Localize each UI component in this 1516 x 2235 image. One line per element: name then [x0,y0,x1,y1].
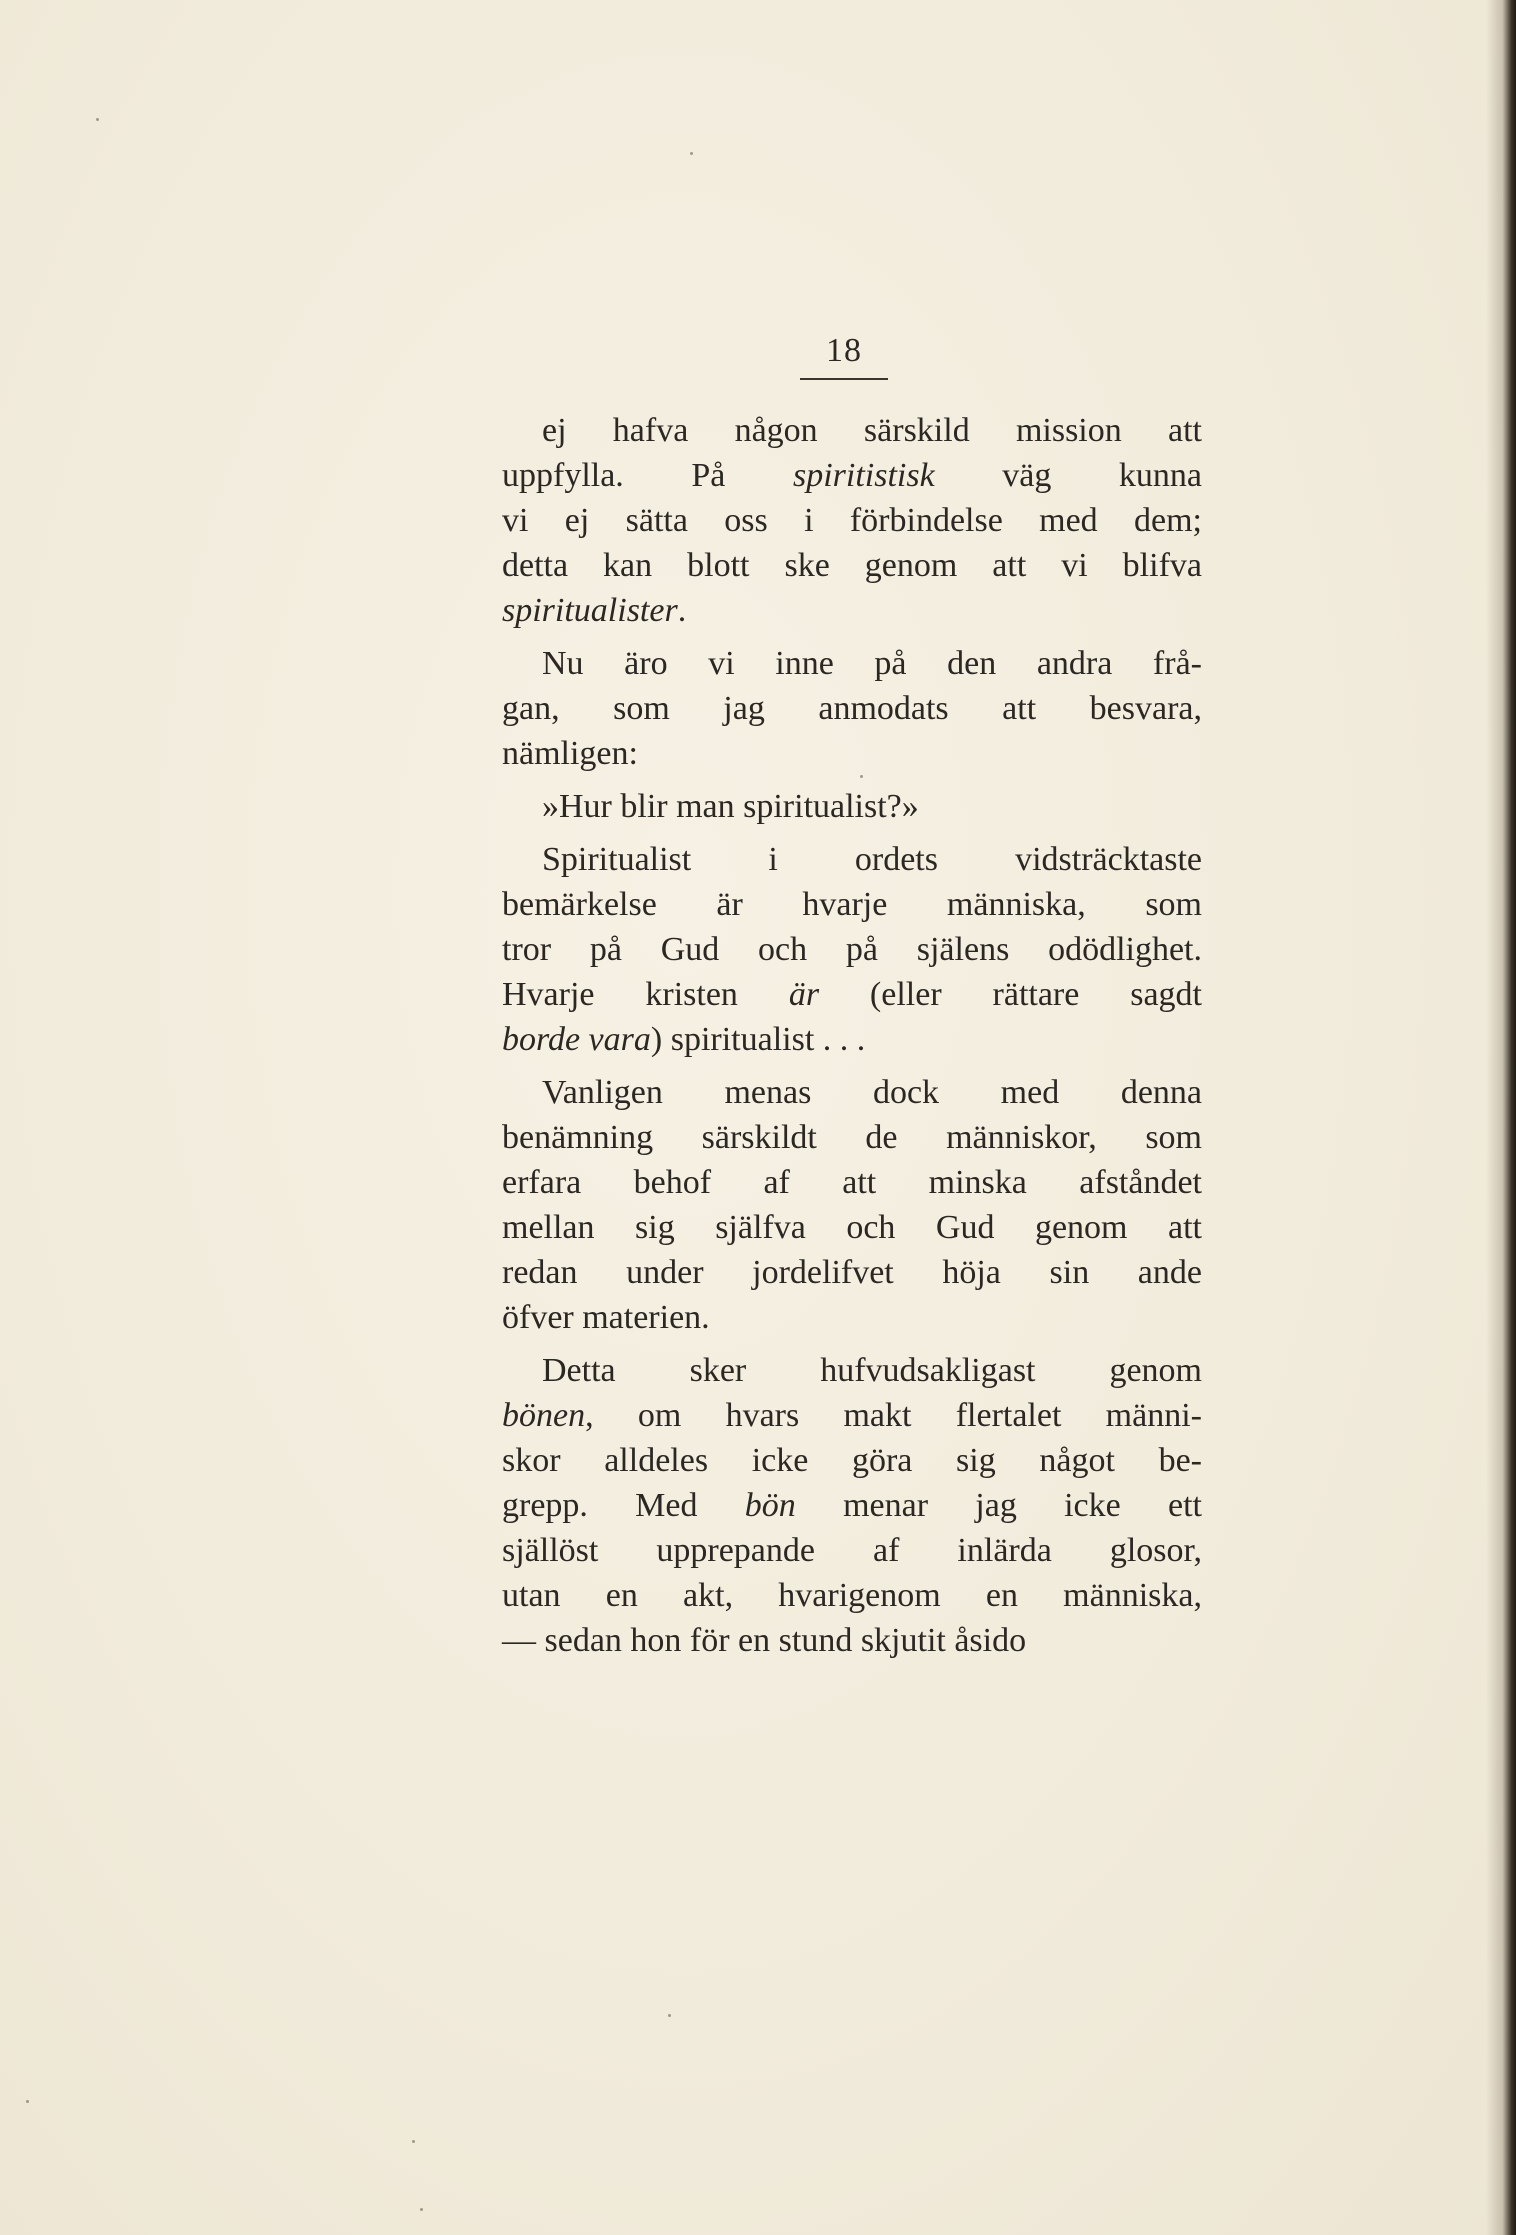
paragraph [502,408,1202,633]
text-run: Nu äro vi inne på den andra frå- [542,645,1202,682]
text-line [502,972,1202,1017]
text-run: väg kunna [934,457,1203,494]
text-line [502,408,1202,453]
text-line [502,1250,1202,1295]
paragraph [502,784,1202,829]
text-line [502,1438,1202,1483]
text-run: — sedan hon för en stund skjutit åsido [502,1622,1027,1659]
text-run: benämning särskildt de människor, som [502,1119,1202,1156]
italic-text-run: spiritualister [502,592,678,629]
text-line [502,1160,1202,1205]
text-line [502,837,1202,882]
text-line [502,686,1202,731]
text-run: grepp. Med [502,1487,745,1524]
text-line [502,1017,1202,1062]
paper-speck [860,775,863,778]
text-run: erfara behof af att minska afståndet [502,1164,1202,1201]
paper-speck [26,2100,29,2103]
italic-text-run: spiritistisk [792,457,935,494]
text-run: Hvarje kristen [502,976,789,1013]
text-run: Detta sker hufvudsakligast genom [542,1352,1202,1389]
text-line [502,588,1202,633]
text-run: mellan sig själfva och Gud genom att [502,1209,1202,1246]
text-line [502,1393,1202,1438]
paragraph [502,641,1202,776]
text-run: utan en akt, hvarigenom en människa, [502,1577,1202,1614]
paragraph-gap [502,633,1202,641]
text-line [502,1205,1202,1250]
text-run: Vanligen menas dock med denna [542,1074,1202,1111]
text-line [502,731,1202,776]
paragraph [502,1070,1202,1340]
text-run: »Hur blir man spiritualist?» [542,788,919,825]
text-run: uppfylla. På [502,457,793,494]
paper-speck [96,118,99,121]
italic-text-run: bön [744,1487,796,1524]
text-run: skor alldeles icke göra sig något be- [502,1442,1202,1479]
text-run: Spiritualist i ordets vidsträcktaste [542,841,1202,878]
text-line [502,641,1202,686]
text-line [502,1528,1202,1573]
paragraph-gap [502,776,1202,784]
paper-speck [412,2140,415,2143]
text-line [502,1348,1202,1393]
text-line [502,1295,1202,1340]
text-line [502,784,1202,829]
text-run: själlöst upprepande af inlärda glosor, [502,1532,1202,1569]
text-run: ) spiritualist . . . [650,1021,866,1058]
text-run: öfver materien. [502,1299,710,1336]
paper-speck [690,152,693,155]
text-run: bemärkelse är hvarje människa, som [502,886,1202,923]
text-run: menar jag icke ett [795,1487,1202,1524]
text-run: redan under jordelifvet höja sin ande [502,1254,1202,1291]
text-run: vi ej sätta oss i förbindelse med dem; [502,502,1202,539]
page-edge-shadow [1486,0,1516,2235]
text-run: . [677,592,687,629]
page-number-rule [800,378,888,380]
text-line [502,927,1202,972]
italic-text-run: bönen [502,1397,586,1434]
text-line [502,1618,1202,1663]
paper-speck [668,2014,671,2017]
text-line [502,1115,1202,1160]
italic-text-run: är [788,976,820,1013]
text-line [502,1573,1202,1618]
paragraph-gap [502,829,1202,837]
text-run: , om hvars makt flertalet männi- [585,1397,1202,1434]
text-run: detta kan blott ske genom att vi blifva [502,547,1202,584]
paragraph-gap [502,1062,1202,1070]
paper-speck [420,2208,423,2211]
body-text [502,408,1202,1663]
paragraph [502,1348,1202,1663]
text-line [502,882,1202,927]
page-number: 18 [826,332,862,369]
text-line [502,1070,1202,1115]
text-run: ej hafva någon särskild mission att [542,412,1202,449]
text-run: gan, som jag anmodats att besvara, [502,690,1202,727]
text-line [502,498,1202,543]
paragraph-gap [502,1340,1202,1348]
text-line [502,453,1202,498]
text-line [502,543,1202,588]
paragraph [502,837,1202,1062]
text-run: (eller rättare sagdt [819,976,1202,1013]
text-line [502,1483,1202,1528]
text-run: tror på Gud och på själens odödlighet. [502,931,1202,968]
italic-text-run: borde vara [502,1021,651,1058]
text-run: nämligen: [502,735,638,772]
